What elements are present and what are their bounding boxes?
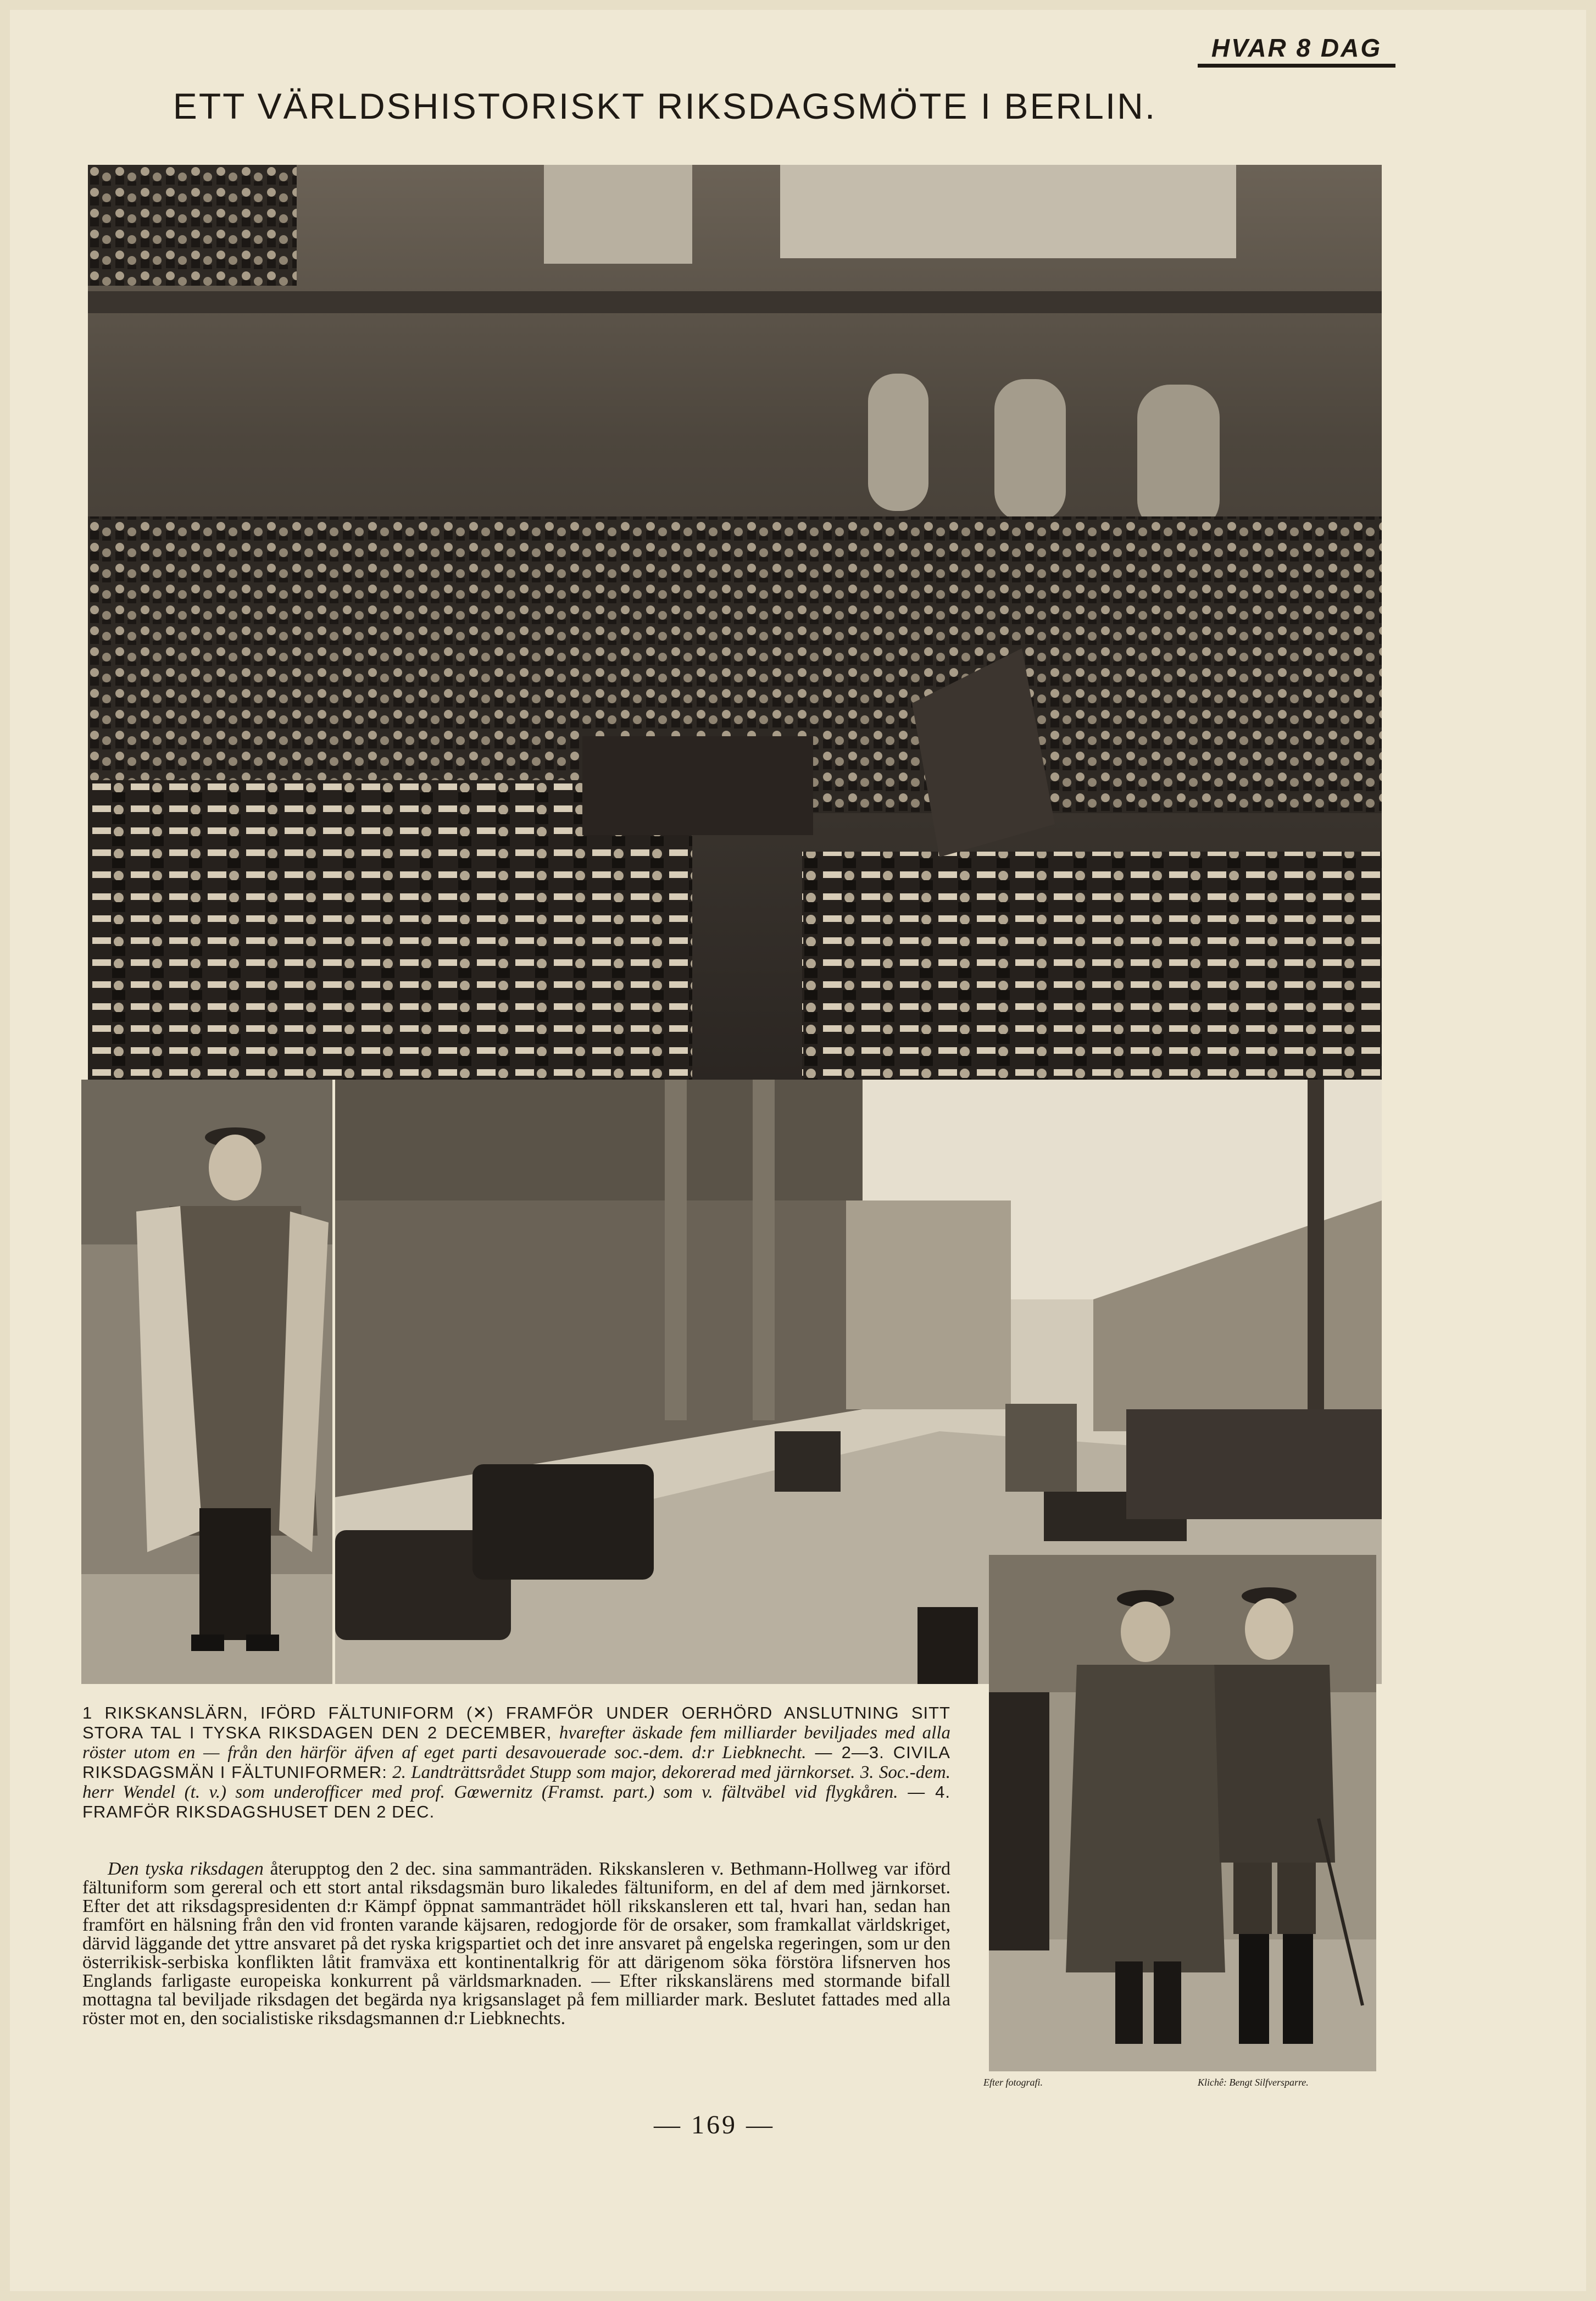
headline: ETT VÄRLDSHISTORISKT RIKSDAGSMÖTE I BERLIN. (173, 86, 1157, 126)
article-lead: Den tyska riksdagen (108, 1859, 264, 1879)
masthead: HVAR 8 DAG (1198, 33, 1395, 68)
article-text: återupptog den 2 dec. sina sammanträden. Rikskansleren v. Bethmann-Hollweg var iförd fältuniform som gereral och ett stort antal riksdagsmän buro likaledes fältuniform, en del af dem med järnkorset. Efter det att riksdagspresidenten d:r Kämpf öppnat sammanträdet höll rikskansleren ett tal, hvari han, sedan han framfört en hälsning från den vid fronten varande käjsaren, redogjorde för de orsaker, som framkallat världskriget, därvid läggande det yttre ansvaret på det ryska krigspartiet och det inre ansvaret på engelska regeringen, som ur den österrikisk-serbiska konflikten låtit framväxa ett kontinentalkrig för att därigenom söka förstöra lifsnerven hos Englands farligaste europeiska konkurrent på världsmarknaden. — Efter rikskanslärens med stormande bifall mottagna tal beviljade riksdagen det begärda nya krigsanslaget på fem milliarder mark. Beslutet fattades med alla röster mot en, den socialistiske riksdagsmannen d:r Liebknechts. (82, 1859, 950, 2028)
caption-part-5: — 4. FRAMFÖR RIKSDAGSHUSET DEN 2 DEC. (82, 1782, 950, 1821)
photo-two-officers (989, 1555, 1376, 2071)
photo-credit: Efter fotografi. (983, 2077, 1043, 2088)
caption-part-4: 2. Landträttsrådet Stupp som major, dekorerad med järnkorset. 3. Soc.-dem. herr Wendel (t. v.) som underofficer med prof. Gœwernitz (Framst. part.) som v. fältväbel vid flygkåren. (82, 1763, 950, 1802)
cliche-credit: Klichê: Bengt Silfversparre. (1198, 2077, 1309, 2088)
page-number: — 169 — (654, 2110, 775, 2139)
photo-official-in-uniform (81, 1080, 332, 1684)
article-body (82, 1860, 950, 2028)
caption-part-1: 1 RIKSKANSLÄRN, IFÖRD FÄLTUNIFORM (✕) FRAMFÖR UNDER OERHÖRD ANSLUTNING SITT STORA TAL I TYSKA RIKSDAGEN DEN 2 DECEMBER, (82, 1703, 950, 1742)
photo-caption (82, 1703, 950, 1822)
caption-part-3: — 2—3. CIVILA RIKSDAGSMÄN I FÄLTUNIFORMER: (82, 1743, 950, 1782)
caption-part-2: hvarefter äskade fem milliarder beviljades med alla röster utom en — från den härför äfven af eget parti desavouerade soc.-dem. d:r Liebknecht. (82, 1723, 950, 1763)
photo-reichstag-session (88, 165, 1382, 1080)
